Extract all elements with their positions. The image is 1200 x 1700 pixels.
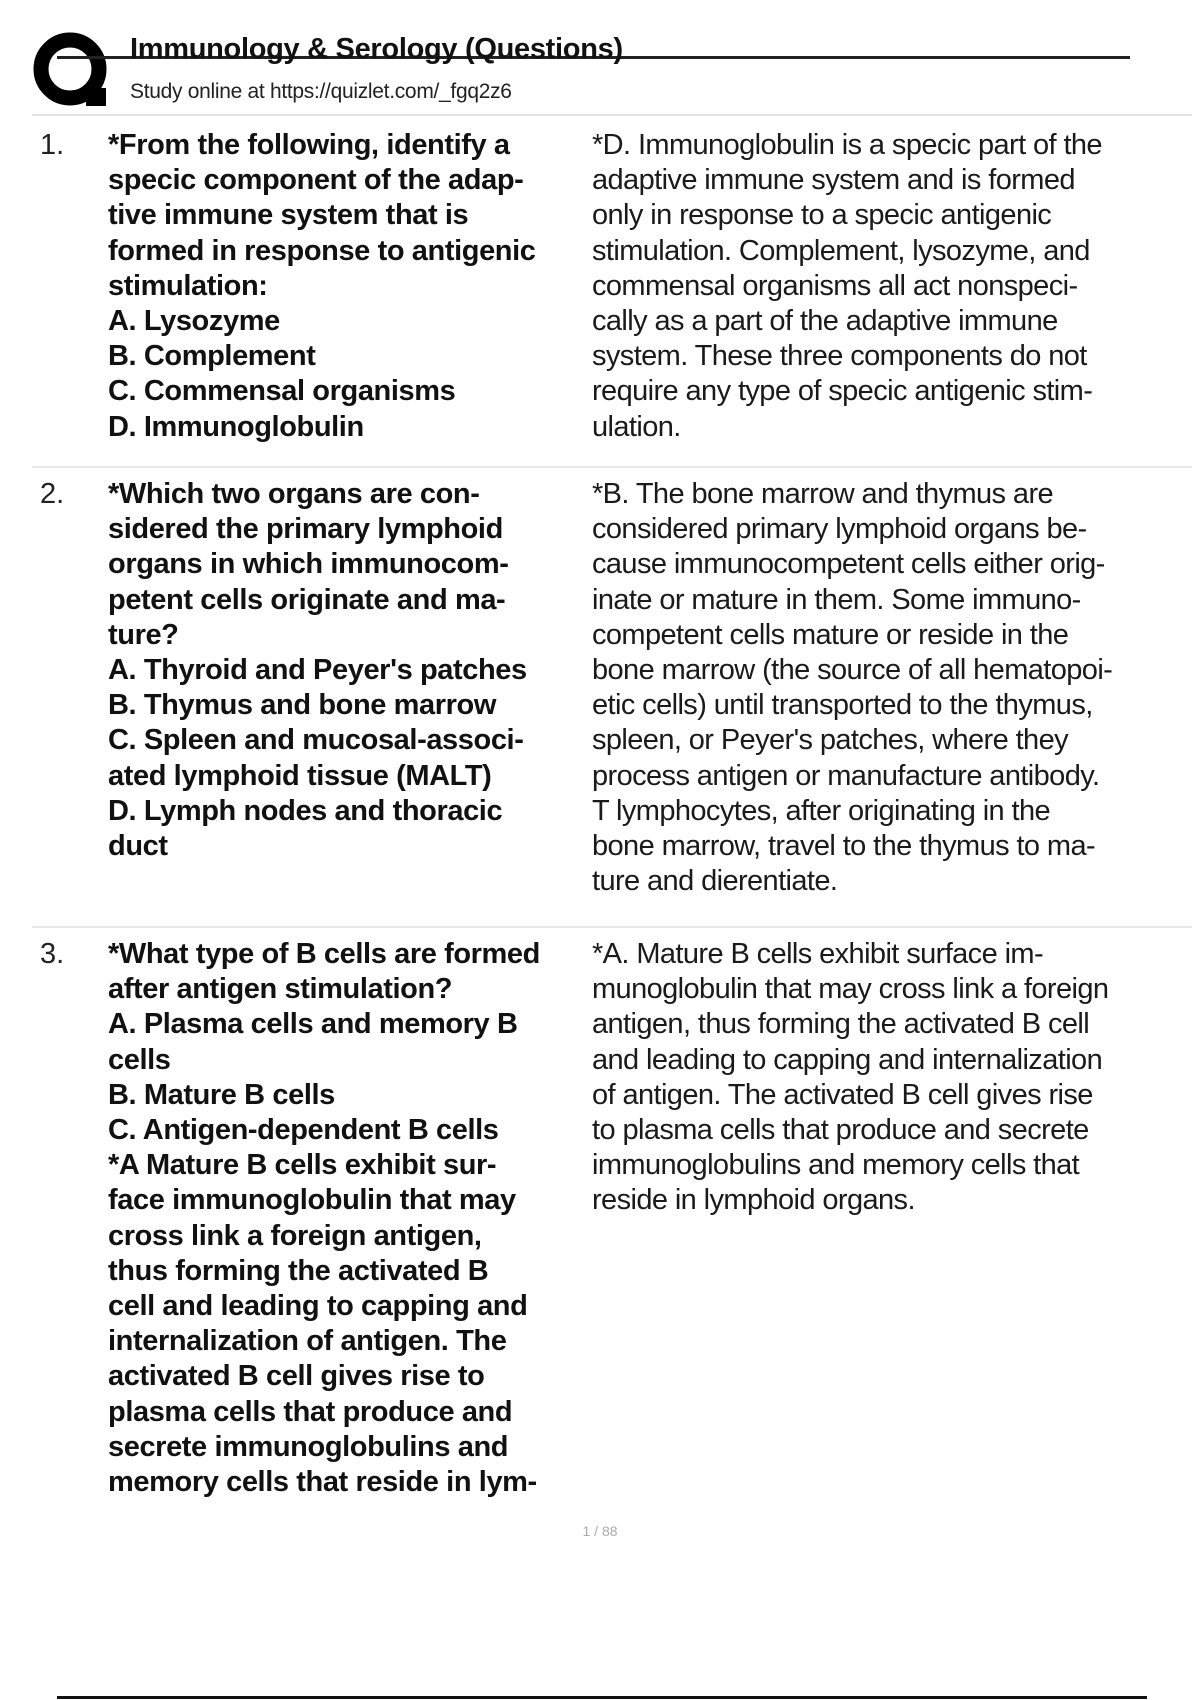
question-line: specic component of the adap- (108, 164, 524, 197)
answer-line: etic cells) until transported to the thymus, (592, 689, 1093, 722)
question-line: *Which two organs are con- (108, 478, 480, 510)
answer-line: system. These three components do not (592, 340, 1087, 373)
answer-line: bone marrow (the source of all hematopoi- (592, 654, 1113, 687)
study-online-link[interactable]: Study online at https://quizlet.com/_fgq2z6 (130, 80, 512, 103)
question-line: thus forming the activated B (108, 1254, 489, 1287)
answer-line: bone marrow, travel to the thymus to ma- (592, 830, 1096, 863)
question-line: cross link a foreign antigen, (108, 1219, 482, 1252)
option-b: B. Complement (108, 340, 316, 373)
option-a: A. Thyroid and Peyer's patches (108, 654, 527, 687)
question-line: *What type of B cells are formed (108, 938, 540, 970)
answer-line: immunoglobulins and memory cells that (592, 1149, 1080, 1182)
row-divider (32, 466, 1192, 468)
bottom-rule (57, 1696, 1147, 1699)
answer-line: only in response to a specic antigenic (592, 199, 1052, 232)
card-answer (592, 477, 1192, 899)
answer-line: process antigen or manufacture antibody. (592, 759, 1100, 792)
answer-line: commensal organisms all act nonspeci- (592, 269, 1078, 302)
option-a: A. Lysozyme (108, 305, 280, 338)
question-line: memory cells that reside in lym- (108, 1466, 537, 1499)
question-line: activated B cell gives rise to (108, 1360, 485, 1393)
question-line: face immunoglobulin that may (108, 1184, 516, 1217)
option-c: C. Spleen and mucosal-associ- (108, 724, 524, 757)
answer-line: and leading to capping and internalization (592, 1043, 1103, 1076)
answer-line: adaptive immune system and is formed (592, 164, 1075, 197)
question-line: cell and leading to capping and (108, 1290, 528, 1323)
option-b: B. Thymus and bone marrow (108, 689, 496, 722)
answer-line: antigen, thus forming the activated B cell (592, 1008, 1090, 1041)
answer-line: to plasma cells that produce and secrete (592, 1114, 1089, 1147)
page-title: Immunology & Serology (Questions) (130, 33, 623, 65)
card-answer (592, 128, 1192, 445)
card-question (108, 128, 588, 445)
answer-line: T lymphocytes, after originating in the (592, 794, 1051, 827)
answer-line: stimulation. Complement, lysozyme, and (592, 234, 1090, 267)
card-number: 2. (40, 478, 65, 510)
row-divider (32, 926, 1192, 928)
quizlet-q-logo-icon (32, 32, 110, 110)
question-line: stimulation: (108, 269, 268, 302)
question-line: secrete immunoglobulins and (108, 1430, 509, 1463)
question-line: *From the following, identify a (108, 129, 510, 161)
question-line: ture? (108, 618, 179, 651)
question-line: petent cells originate and ma- (108, 583, 506, 616)
option-c-cont: ated lymphoid tissue (MALT) (108, 759, 492, 792)
question-line: sidered the primary lymphoid (108, 513, 503, 546)
card-question (108, 477, 588, 864)
answer-line: of antigen. The activated B cell gives rise (592, 1078, 1093, 1111)
question-line: organs in which immunocom- (108, 548, 509, 581)
option-c: C. Commensal organisms (108, 375, 456, 408)
answer-line: cally as a part of the adaptive immune (592, 305, 1058, 338)
question-line: formed in response to antigenic (108, 234, 536, 267)
option-b: B. Mature B cells (108, 1078, 335, 1111)
card-number: 1. (40, 129, 65, 161)
answer-line: *A. Mature B cells exhibit surface im- (592, 938, 1044, 970)
question-line: internalization of antigen. The (108, 1325, 507, 1358)
question-line: plasma cells that produce and (108, 1395, 513, 1428)
answer-line: *B. The bone marrow and thymus are (592, 478, 1054, 510)
answer-line: munoglobulin that may cross link a foreign (592, 973, 1109, 1006)
option-d-cont: duct (108, 830, 168, 863)
answer-line: inate or mature in them. Some immuno- (592, 583, 1081, 616)
answer-line: cause immunocompetent cells either orig- (592, 548, 1105, 581)
answer-line: ture and dierentiate. (592, 865, 838, 898)
card-number: 3. (40, 938, 65, 970)
page-indicator: 1 / 88 (582, 1523, 618, 1539)
answer-line: considered primary lymphoid organs be- (592, 513, 1087, 546)
option-a: A. Plasma cells and memory B (108, 1008, 518, 1041)
question-line: tive immune system that is (108, 199, 469, 232)
question-line: *A Mature B cells exhibit sur- (108, 1149, 497, 1182)
header-divider (32, 114, 1192, 116)
option-d: D. Lymph nodes and thoracic (108, 794, 503, 827)
answer-line: competent cells mature or reside in the (592, 618, 1069, 651)
option-c: C. Antigen-dependent B cells (108, 1114, 499, 1147)
answer-line: require any type of specic antigenic stim- (592, 375, 1093, 408)
option-d: D. Immunoglobulin (108, 410, 364, 443)
option-a-cont: cells (108, 1043, 171, 1076)
card-question (108, 937, 588, 1500)
question-line: after antigen stimulation? (108, 973, 453, 1006)
answer-line: ulation. (592, 410, 681, 443)
answer-line: *D. Immunoglobulin is a specic part of the (592, 129, 1102, 161)
answer-line: spleen, or Peyer's patches, where they (592, 724, 1069, 757)
card-answer (592, 937, 1192, 1219)
answer-line: reside in lymphoid organs. (592, 1184, 915, 1217)
